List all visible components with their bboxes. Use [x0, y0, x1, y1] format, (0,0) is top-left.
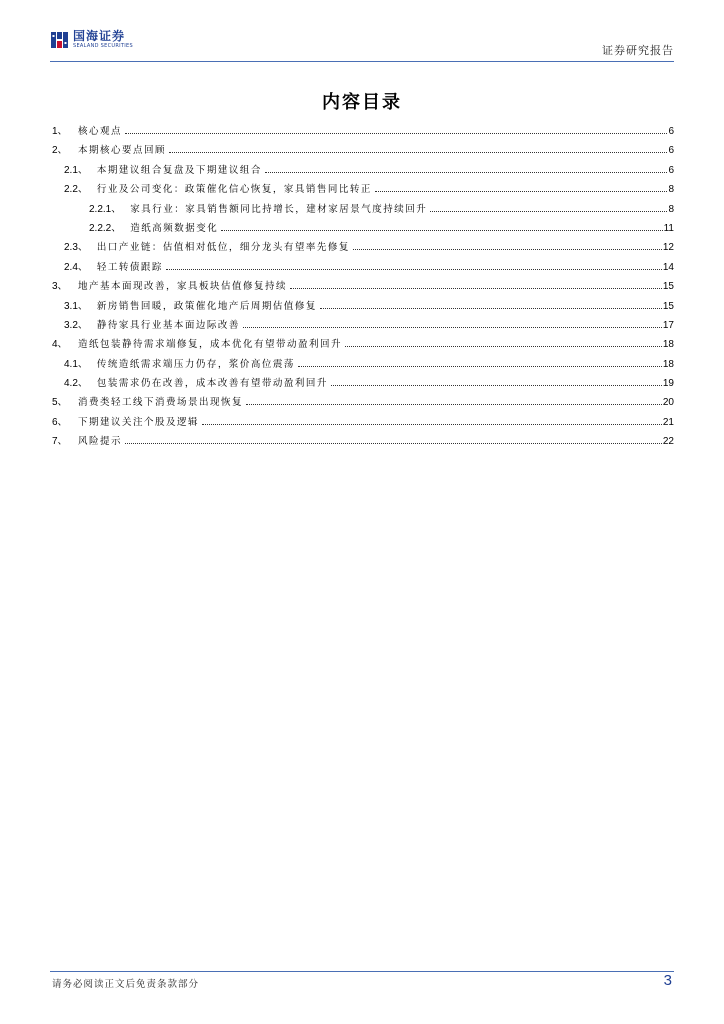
toc-entry[interactable] — [50, 413, 674, 432]
toc-entry[interactable] — [50, 258, 674, 277]
toc-leader-dots — [345, 346, 662, 347]
toc-leader-dots — [125, 133, 667, 134]
toc-leader-dots — [166, 269, 662, 270]
logo-en-text: SEALAND SECURITIES — [73, 43, 133, 49]
toc-entry-number: 7、 — [52, 436, 68, 448]
header-divider — [50, 61, 674, 62]
toc-entry-number: 2.2.2、 — [89, 222, 122, 234]
toc-entry-number: 2.2、 — [64, 184, 88, 196]
toc-entry-number: 6、 — [52, 416, 68, 428]
toc-entry-number: 2.2.1、 — [89, 203, 122, 215]
toc-entry-page: 8 — [668, 203, 674, 215]
footer-divider — [50, 971, 674, 972]
toc-entry[interactable] — [50, 122, 674, 141]
toc-leader-dots — [243, 327, 662, 328]
toc-entry-title: 新房销售回暖，政策催化地产后周期估值修复 — [96, 300, 317, 312]
toc-entry-number: 5、 — [52, 397, 68, 409]
toc-entry[interactable] — [50, 180, 674, 199]
toc-entry[interactable] — [50, 335, 674, 354]
toc-entry-number: 4.1、 — [64, 358, 88, 370]
toc-leader-dots — [290, 288, 662, 289]
toc-leader-dots — [320, 308, 662, 309]
toc-entry-title: 下期建议关注个股及逻辑 — [78, 416, 200, 428]
toc-entry-title: 消费类轻工线下消费场景出现恢复 — [78, 397, 244, 409]
logo-cn-text: 国海证券 — [73, 29, 126, 43]
toc-entry-title: 行业及公司变化：政策催化信心恢复，家具销售同比转正 — [96, 184, 372, 196]
toc-leader-dots — [375, 191, 668, 192]
footer-disclaimer: 请务必阅读正文后免责条款部分 — [52, 979, 200, 990]
toc-entry[interactable] — [50, 200, 674, 219]
toc-entry-number: 2.3、 — [64, 242, 88, 254]
toc-entry-page: 21 — [662, 416, 674, 428]
toc-entry-page: 22 — [662, 436, 674, 448]
toc-entry-title: 传统造纸需求端压力仍存，浆价高位震荡 — [96, 358, 295, 370]
toc-entry[interactable] — [50, 161, 674, 180]
toc-entry-number: 1、 — [52, 126, 68, 137]
toc-leader-dots — [331, 385, 662, 386]
toc-entry-page: 20 — [662, 397, 674, 409]
toc-entry[interactable] — [50, 238, 674, 257]
toc-entry-title: 造纸高频数据变化 — [130, 222, 219, 234]
toc-entry[interactable] — [50, 277, 674, 296]
toc-entry-number: 2.4、 — [64, 261, 88, 273]
toc-leader-dots — [298, 366, 662, 367]
toc-entry[interactable] — [50, 355, 674, 374]
toc-entry-page: 15 — [662, 300, 674, 312]
toc-entry[interactable] — [50, 393, 674, 412]
toc-entry-title: 包装需求仍在改善，成本改善有望带动盈利回升 — [96, 378, 328, 390]
toc-entry-page: 8 — [668, 184, 674, 196]
toc-leader-dots — [430, 211, 667, 212]
toc-entry-page: 19 — [662, 378, 674, 390]
toc-entry-title: 造纸包装静待需求端修复，成本优化有望带动盈利回升 — [78, 339, 343, 351]
page-number: 3 — [663, 972, 672, 989]
report-type-label: 证券研究报告 — [602, 44, 674, 57]
toc-title: 内容目录 — [322, 92, 402, 113]
toc-entry-page: 12 — [662, 242, 674, 254]
toc-entry-number: 4.2、 — [64, 378, 88, 390]
toc-leader-dots — [202, 424, 662, 425]
toc-entry[interactable] — [50, 219, 674, 238]
toc-entry-title: 本期核心要点回顾 — [78, 145, 167, 157]
toc-entry[interactable] — [50, 141, 674, 160]
toc-entry-title: 风险提示 — [78, 436, 123, 448]
toc-entry-number: 2、 — [52, 145, 68, 157]
toc-entry-title: 核心观点 — [78, 126, 123, 137]
toc-entry[interactable] — [50, 374, 674, 393]
toc-entry-page: 18 — [662, 358, 674, 370]
toc-entry-page: 14 — [662, 261, 674, 273]
toc-entry-number: 3.2、 — [64, 319, 88, 331]
toc-leader-dots — [246, 404, 662, 405]
toc-entry-title: 本期建议组合复盘及下期建议组合 — [96, 164, 262, 176]
toc-leader-dots — [125, 443, 662, 444]
toc-entry-page: 18 — [662, 339, 674, 351]
toc-entry-title: 出口产业链：估值相对低位，细分龙头有望率先修复 — [96, 242, 350, 254]
toc-entry-page: 11 — [663, 222, 674, 234]
toc-entry-title: 静待家具行业基本面边际改善 — [96, 319, 240, 331]
toc-entry-page: 15 — [662, 281, 674, 293]
toc-entry-title: 地产基本面现改善，家具板块估值修复持续 — [78, 281, 288, 293]
toc-entry-number: 2.1、 — [64, 164, 88, 176]
toc-entry-page: 6 — [668, 164, 674, 176]
toc-entry-page: 6 — [668, 126, 674, 137]
toc-entry[interactable] — [50, 432, 674, 451]
toc-entry-title: 家具行业：家具销售额同比持增长，建材家居景气度持续回升 — [130, 203, 428, 215]
toc-leader-dots — [353, 249, 662, 250]
table-of-contents — [50, 122, 674, 452]
toc-entry[interactable] — [50, 316, 674, 335]
toc-entry[interactable] — [50, 297, 674, 316]
toc-entry-number: 3.1、 — [64, 300, 88, 312]
toc-entry-number: 4、 — [52, 339, 68, 351]
company-logo — [50, 30, 133, 50]
toc-entry-title: 轻工转债跟踪 — [96, 261, 163, 273]
toc-leader-dots — [221, 230, 662, 231]
toc-leader-dots — [169, 152, 667, 153]
page-header — [50, 28, 674, 62]
sealand-logo-icon — [50, 30, 70, 50]
toc-entry-page: 17 — [662, 319, 674, 331]
toc-entry-page: 6 — [668, 145, 674, 157]
toc-leader-dots — [265, 172, 668, 173]
toc-entry-number: 3、 — [52, 281, 68, 293]
